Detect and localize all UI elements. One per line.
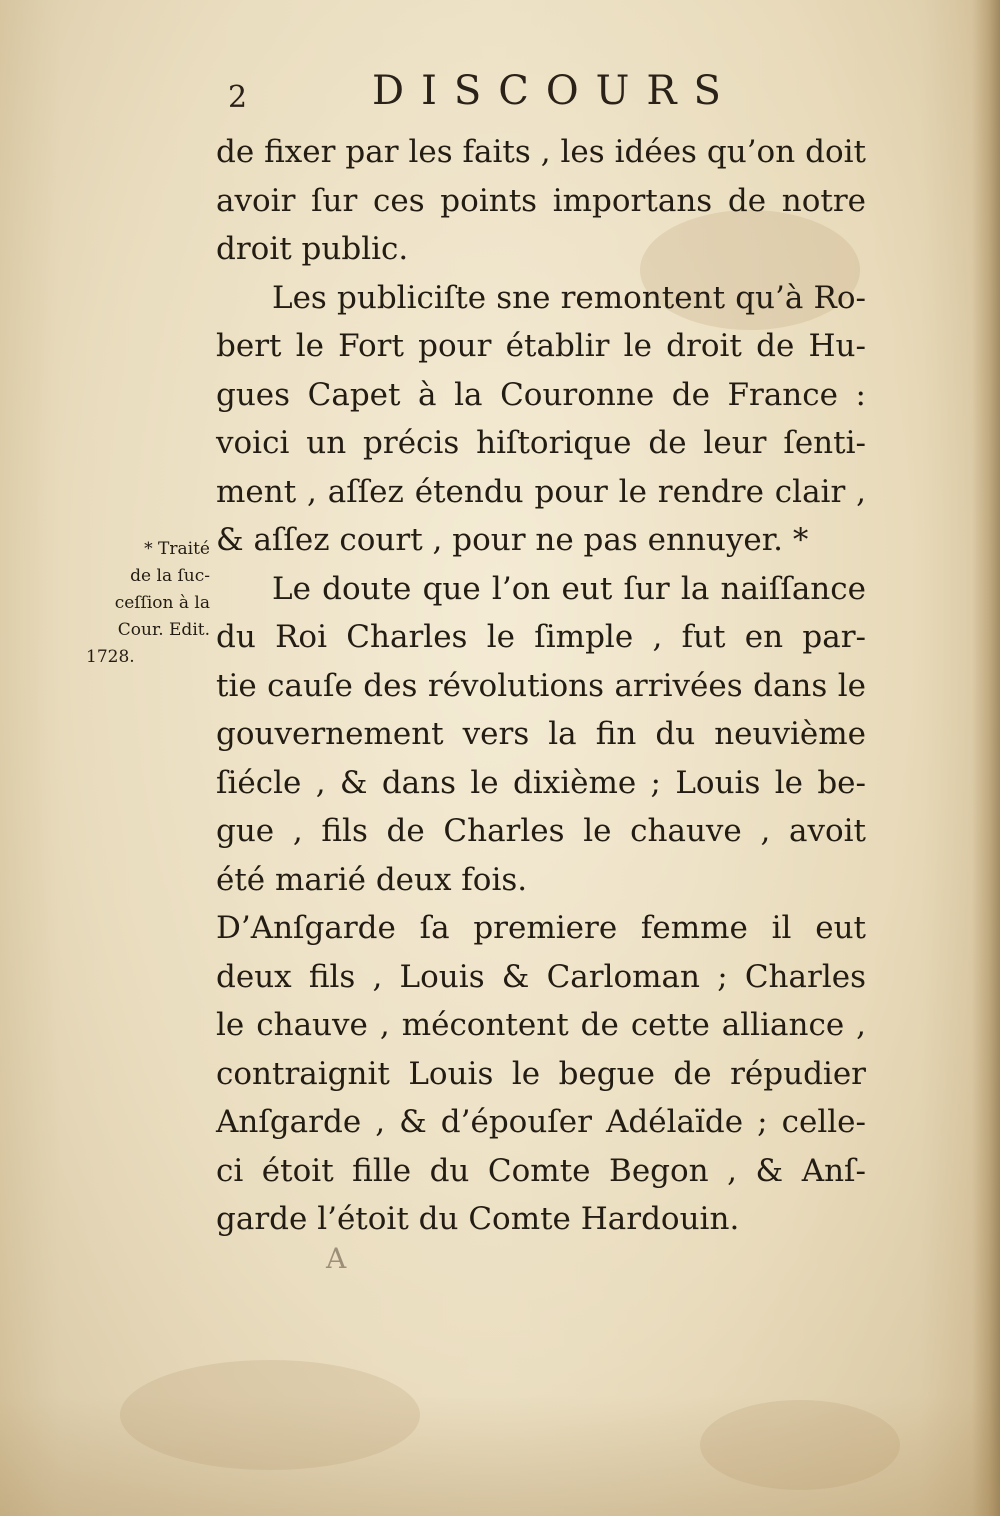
running-head: DISCOURS (372, 68, 738, 114)
page-header (222, 66, 742, 126)
text-line: deux fils , Louis & Carloman ; Charles (216, 958, 866, 995)
margin-note-line: de la ſuc- (130, 566, 210, 586)
margin-note-line: 1728. (86, 647, 135, 667)
page-bottom-shadow (0, 1396, 1000, 1516)
text-line: avoir ſur ces points importans de notre (216, 182, 866, 219)
text-line: & aſſez court , pour ne pas ennuyer. * (216, 522, 809, 558)
text-line: le chauve , mécontent de cette alliance , (216, 1007, 866, 1043)
text-line: gues Capet à la Couronne de France : (216, 376, 866, 413)
text-line: droit public. (216, 231, 409, 267)
margin-note-line: Cour. Edit. (117, 620, 210, 640)
body-text (216, 128, 866, 1244)
text-line: contraignit Louis le begue de répudier (216, 1055, 866, 1092)
page-number: 2 (228, 80, 248, 115)
page-edge-shadow (972, 0, 1000, 1516)
text-line: ci étoit fille du Comte Begon , & Anſ- (216, 1152, 866, 1189)
text-line: gue , fils de Charles le chauve , avoit (216, 813, 866, 849)
text-line: Le doute que l’on eut ſur la naiſſance (272, 570, 866, 607)
margin-note-line: * Traité (144, 539, 210, 559)
text-line: Anſgarde , & d’épouſer Adélaïde ; celle- (216, 1104, 866, 1140)
text-line: bert le Fort pour établir le droit de Hu- (216, 328, 866, 364)
margin-note-line: ceſſion à la (114, 593, 210, 613)
text-line: du Roi Charles le ſimple , fut en par- (216, 619, 866, 655)
text-line: ment , aſſez étendu pour le rendre clair , (216, 473, 866, 510)
text-line: ſiécle , & dans le dixième ; Louis le be- (216, 764, 866, 801)
text-line: été marié deux fois. (216, 861, 528, 898)
text-line: de fixer par les faits , les idées qu’on doit (216, 134, 866, 170)
text-line: gouvernement vers la fin du neuvième (216, 716, 866, 752)
text-line: tie cauſe des révolutions arrivées dans le (216, 667, 866, 704)
text-line: garde l’étoit du Comte Hardouin. (216, 1201, 740, 1237)
text-line: D’Anſgarde ſa premiere femme il eut (216, 910, 866, 946)
text-line: Les publiciſte sne remontent qu’à Ro- (272, 279, 866, 316)
margin-note (86, 536, 210, 671)
text-line: voici un précis hiſtorique de leur ſenti- (216, 425, 866, 461)
signature-mark: A (326, 1242, 347, 1275)
